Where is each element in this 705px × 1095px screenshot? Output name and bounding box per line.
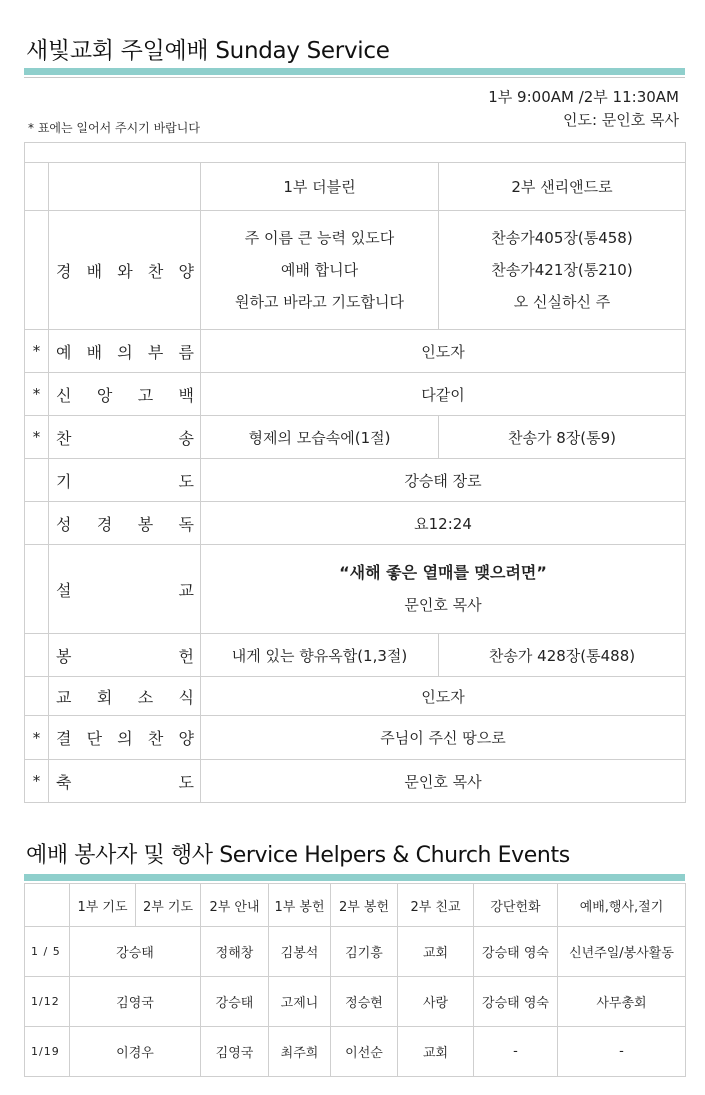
table-row xyxy=(25,977,686,1027)
label-char: 백 xyxy=(178,385,194,405)
label-dedication-hymn xyxy=(49,716,201,760)
service-leader: 인도: 문인호 목사 xyxy=(562,111,679,129)
service-order-table xyxy=(24,142,686,803)
label-char: 식 xyxy=(178,687,194,707)
creed-value: 다같이 xyxy=(201,373,686,416)
label-scripture xyxy=(49,502,201,545)
label-char: 도 xyxy=(178,471,194,491)
star-cell xyxy=(25,634,49,677)
praise-song: 찬송가405장(통458) xyxy=(491,229,633,247)
label-prayer xyxy=(49,459,201,502)
praise-song: 찬송가421장(통210) xyxy=(491,261,633,279)
hymn-first-service: 형제의 모습속에(1절) xyxy=(201,416,439,459)
sermon-title: “새해 좋은 열매를 맺으려면” xyxy=(339,563,547,582)
corner-cell xyxy=(25,884,70,927)
fellowship-cell: 사랑 xyxy=(398,977,474,1027)
label-call-to-worship xyxy=(49,330,201,373)
praise-song: 오 신실하신 주 xyxy=(513,293,611,311)
star-cell xyxy=(25,502,49,545)
label-char: 신 xyxy=(56,385,72,405)
usher-cell: 강승태 xyxy=(201,977,269,1027)
row-sermon xyxy=(25,545,686,634)
star-cell xyxy=(25,459,49,502)
fellowship-cell: 교회 xyxy=(398,927,474,977)
service-times: 1부 9:00AM /2부 11:30AM xyxy=(488,88,679,106)
label-char: 기 xyxy=(56,471,72,491)
table-row xyxy=(25,1027,686,1077)
offering2-cell: 정승현 xyxy=(331,977,398,1027)
label-benediction xyxy=(49,760,201,803)
title-accent-bar xyxy=(24,68,685,75)
offering1-cell: 최주희 xyxy=(269,1027,331,1077)
praise-second-service xyxy=(439,211,686,330)
label-sermon xyxy=(49,545,201,634)
label-char: 찬 xyxy=(147,261,164,281)
page-title: 새빛교회 주일예배 Sunday Service xyxy=(26,38,390,64)
sermon-cell xyxy=(201,545,686,634)
event-cell: 사무총회 xyxy=(558,977,686,1027)
row-benediction xyxy=(25,760,686,803)
prayer-cell: 김영국 xyxy=(70,977,201,1027)
offering1-cell: 김봉석 xyxy=(269,927,331,977)
praise-song: 원하고 바라고 기도합니다 xyxy=(235,293,404,311)
event-cell: - xyxy=(558,1027,686,1077)
column-header: 2부 안내 xyxy=(201,884,269,927)
label-char: 송 xyxy=(178,428,194,448)
label-cell xyxy=(49,163,201,211)
dedication-hymn-value: 주님이 주신 땅으로 xyxy=(201,716,686,760)
row-dedication-hymn xyxy=(25,716,686,760)
praise-first-service xyxy=(201,211,439,330)
row-hymn xyxy=(25,416,686,459)
label-char: 찬 xyxy=(147,729,164,748)
praise-song: 주 이름 큰 능력 있도다 xyxy=(244,229,395,247)
label-hymn xyxy=(49,416,201,459)
spacer-row xyxy=(25,143,686,163)
label-char: 양 xyxy=(178,729,194,748)
column-header: 예배,행사,절기 xyxy=(558,884,686,927)
label-char: 찬 xyxy=(56,428,72,448)
offering-second-service: 찬송가 428장(통488) xyxy=(439,634,686,677)
sermon-preacher: 문인호 목사 xyxy=(404,596,482,614)
label-char: 교 xyxy=(56,687,72,707)
label-char: 름 xyxy=(178,342,194,362)
usher-cell: 김영국 xyxy=(201,1027,269,1077)
prayer-cell: 강승태 xyxy=(70,927,201,977)
spacer-cell xyxy=(25,143,686,163)
label-char: 배 xyxy=(86,261,103,281)
flowers-cell: 강승태 영숙 xyxy=(474,927,558,977)
offering2-cell: 이선순 xyxy=(331,1027,398,1077)
fellowship-cell: 교회 xyxy=(398,1027,474,1077)
label-creed xyxy=(49,373,201,416)
column-header: 1부 기도 xyxy=(70,884,136,927)
columns-header-row xyxy=(25,163,686,211)
stand-marker: * xyxy=(25,716,49,760)
row-date: 1/19 xyxy=(25,1027,70,1077)
row-date: 1/12 xyxy=(25,977,70,1027)
label-char: 독 xyxy=(178,514,194,534)
row-church-news xyxy=(25,677,686,716)
title-underline xyxy=(24,77,685,78)
row-praise xyxy=(25,211,686,330)
row-prayer xyxy=(25,459,686,502)
label-praise xyxy=(49,211,201,330)
label-char: 배 xyxy=(86,342,103,362)
label-char: 소 xyxy=(137,687,154,707)
label-char: 앙 xyxy=(96,385,113,405)
star-cell xyxy=(25,211,49,330)
prayer-value: 강승태 장로 xyxy=(201,459,686,502)
helpers-table xyxy=(24,883,686,1077)
label-char: 양 xyxy=(178,261,194,281)
row-call-to-worship xyxy=(25,330,686,373)
label-char: 의 xyxy=(117,729,133,748)
event-cell: 신년주일/봉사활동 xyxy=(558,927,686,977)
stand-marker: * xyxy=(25,330,49,373)
helpers-header-row xyxy=(25,884,686,927)
row-date: 1 / 5 xyxy=(25,927,70,977)
label-char: 성 xyxy=(56,514,72,534)
label-char: 단 xyxy=(86,729,103,748)
usher-cell: 정해창 xyxy=(201,927,269,977)
label-char: 회 xyxy=(96,687,113,707)
flowers-cell: - xyxy=(474,1027,558,1077)
label-char: 봉 xyxy=(56,646,72,666)
label-church-news xyxy=(49,677,201,716)
label-char: 봉 xyxy=(137,514,154,534)
call-to-worship-value: 인도자 xyxy=(201,330,686,373)
stand-marker: * xyxy=(25,416,49,459)
column-header: 2부 기도 xyxy=(136,884,201,927)
table-row xyxy=(25,927,686,977)
row-scripture xyxy=(25,502,686,545)
column-header-second-service: 2부 샌리앤드로 xyxy=(439,163,686,211)
column-header: 강단헌화 xyxy=(474,884,558,927)
column-header: 2부 봉헌 xyxy=(331,884,398,927)
flowers-cell: 강승태 영숙 xyxy=(474,977,558,1027)
events-accent-bar xyxy=(24,874,685,881)
label-char: 경 xyxy=(96,514,113,534)
label-char: 부 xyxy=(147,342,164,362)
stand-marker: * xyxy=(25,760,49,803)
label-char: 설 xyxy=(56,580,72,600)
label-char: 고 xyxy=(137,385,154,405)
row-creed xyxy=(25,373,686,416)
label-char: 결 xyxy=(56,729,72,748)
scripture-value: 요12:24 xyxy=(201,502,686,545)
church-news-value: 인도자 xyxy=(201,677,686,716)
standing-note: * 표에는 일어서 주시기 바랍니다 xyxy=(28,121,200,135)
label-char: 축 xyxy=(56,772,72,792)
label-char: 도 xyxy=(178,772,194,792)
star-cell xyxy=(25,163,49,211)
offering-first-service: 내게 있는 향유옥합(1,3절) xyxy=(201,634,439,677)
prayer-cell: 이경우 xyxy=(70,1027,201,1077)
label-char: 의 xyxy=(117,342,133,362)
stand-marker: * xyxy=(25,373,49,416)
label-offering xyxy=(49,634,201,677)
praise-song: 예배 합니다 xyxy=(280,261,359,279)
label-char: 예 xyxy=(56,342,72,362)
label-char: 헌 xyxy=(178,646,194,666)
benediction-value: 문인호 목사 xyxy=(201,760,686,803)
hymn-second-service: 찬송가 8장(통9) xyxy=(439,416,686,459)
offering1-cell: 고제니 xyxy=(269,977,331,1027)
label-char: 교 xyxy=(178,580,194,600)
row-offering xyxy=(25,634,686,677)
star-cell xyxy=(25,677,49,716)
label-char: 와 xyxy=(117,261,133,281)
offering2-cell: 김기흥 xyxy=(331,927,398,977)
column-header: 1부 봉헌 xyxy=(269,884,331,927)
star-cell xyxy=(25,545,49,634)
label-char: 경 xyxy=(56,261,72,281)
column-header: 2부 친교 xyxy=(398,884,474,927)
column-header-first-service: 1부 더블린 xyxy=(201,163,439,211)
events-title: 예배 봉사자 및 행사 Service Helpers & Church Events xyxy=(26,843,570,868)
